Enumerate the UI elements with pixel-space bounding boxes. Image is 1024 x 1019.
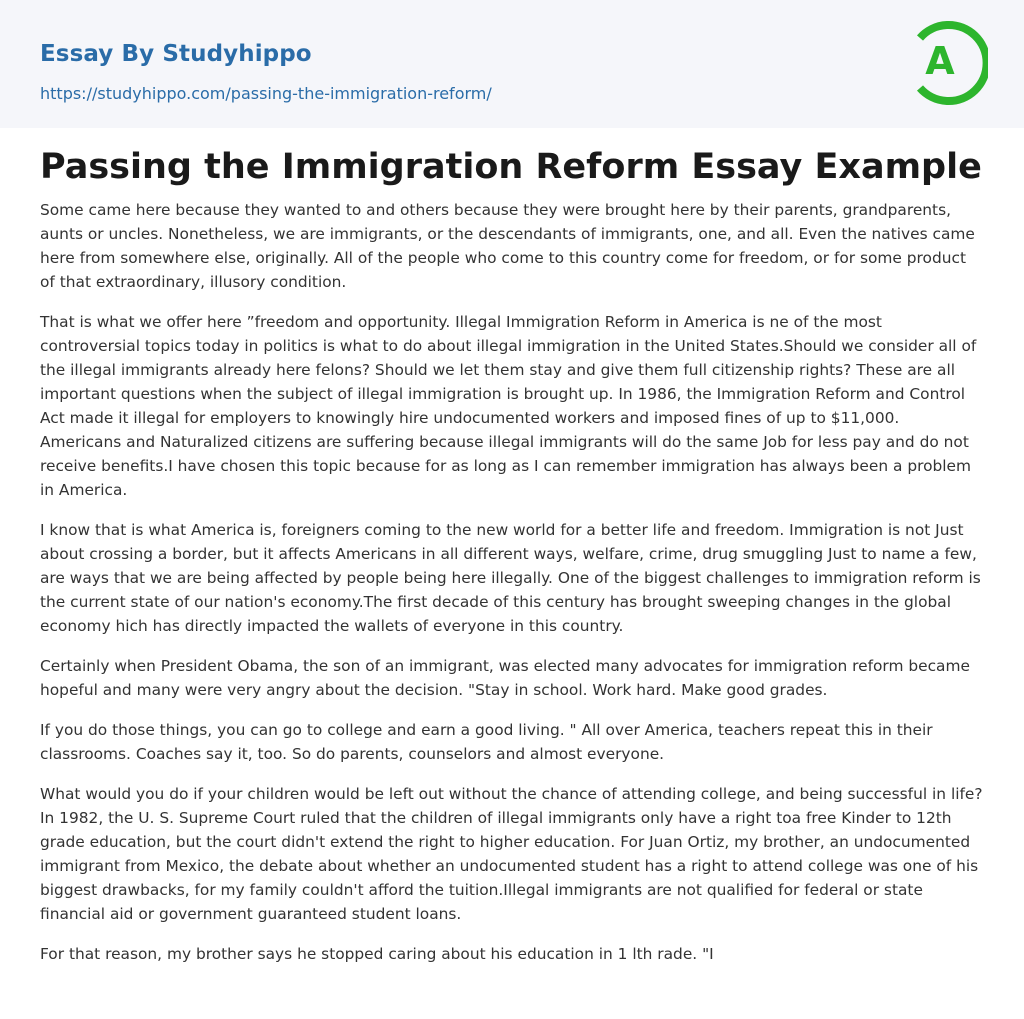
studyhippo-logo-icon[interactable] (912, 18, 988, 108)
article-paragraph: For that reason, my brother says he stopped caring about his education in 1 lth rade. "I (40, 945, 714, 963)
article-paragraph: What would you do if your children would be left out without the chance of attending college, and being successful in life? In 1982, the U. S. Supreme Court ruled that the children of illegal immigrants only have a right toa free Kinder to 12th grade education, but the court didn't extend the right to higher education. For Juan Ortiz, my brother, an undocumented immigrant from Mexico, the debate about whether an undocumented student has a right to attend college was one of his biggest drawbacks, for my family couldn't afford the tuition.Illegal immigrants are not qualified for federal or state financial aid or government guaranteed student loans. (40, 785, 983, 923)
logo-letter: A (925, 39, 955, 83)
source-url-link[interactable]: https://studyhippo.com/passing-the-immigration-reform/ (40, 84, 492, 103)
article-paragraph: Some came here because they wanted to and others because they were brought here by their parents, grandparents, aunts or uncles. Nonetheless, we are immigrants, or the descendants of immigrants, one, and all. Even the natives came here from somewhere else, originally. All of the people who come to this country come for freedom, or for some product of that extraordinary, illusory condition. (40, 201, 975, 291)
article-paragraph: If you do those things, you can go to college and earn a good living. " All over America, teachers repeat this in their classrooms. Coaches say it, too. So do parents, counselors and almost everyone. (40, 721, 933, 763)
article-paragraph: Certainly when President Obama, the son of an immigrant, was elected many advocates for immigration reform became hopeful and many were very angry about the decision. "Stay in school. Work hard. Make good grades. (40, 657, 970, 699)
article (40, 142, 984, 982)
article-title: Passing the Immigration Reform Essay Example (40, 147, 982, 187)
brand-title[interactable]: Essay By Studyhippo (40, 41, 312, 67)
site-header (0, 0, 1024, 128)
article-paragraph: That is what we offer here ”freedom and opportunity. Illegal Immigration Reform in America is ne of the most controversial topics today in politics is what to do about illegal immigration in the United States.Should we consider all of the illegal immigrants already here felons? Should we let them stay and give them full citizenship rights? These are all important questions when the subject of illegal immigration is brought up. In 1986, the Immigration Reform and Control Act made it illegal for employers to knowingly hire undocumented workers and imposed fines of up to $11,000. Americans and Naturalized citizens are suffering because illegal immigrants will do the same Job for less pay and do not receive benefits.I have chosen this topic because for as long as I can remember immigration has always been a problem in America. (40, 313, 977, 499)
article-paragraph: I know that is what America is, foreigners coming to the new world for a better life and freedom. Immigration is not Just about crossing a border, but it affects Americans in all different ways, welfare, crime, drug smuggling Just to name a few, are ways that we are being affected by people being here illegally. One of the biggest challenges to immigration reform is the current state of our nation's economy.The first decade of this century has brought sweeping changes in the global economy hich has directly impacted the wallets of everyone in this country. (40, 521, 981, 635)
